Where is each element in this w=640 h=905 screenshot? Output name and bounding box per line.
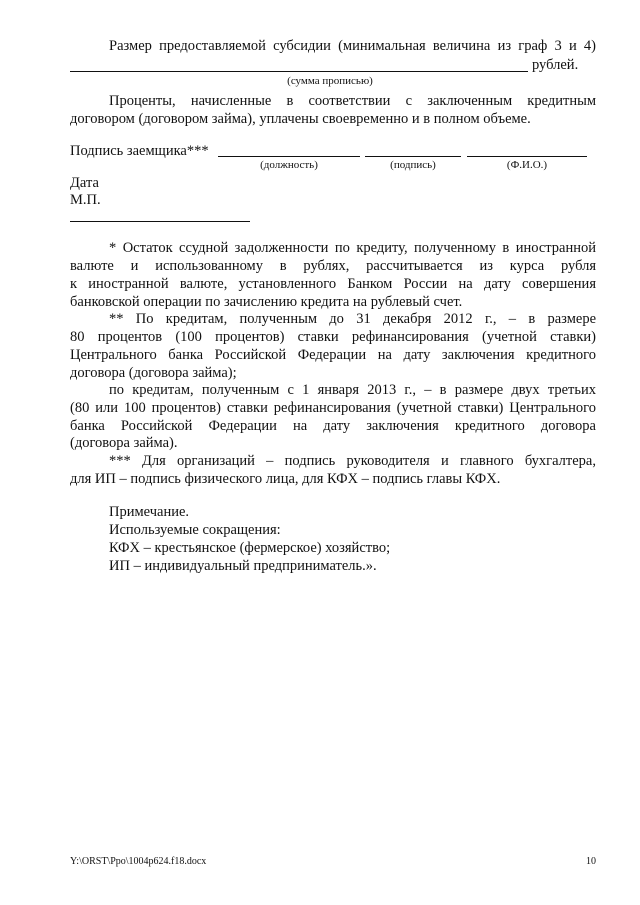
footnote-2-line-4: договора (договора займа); bbox=[70, 365, 237, 381]
abbreviation-item: ИП – индивидуальный предприниматель.». bbox=[109, 558, 377, 574]
footnote-1-line-3: к иностранной валюте, установленного Банком России на дату совершения bbox=[70, 276, 596, 292]
footnote-2-line-2: 80 процентов (100 процентов) ставки рефинансирования (учетной ставки) bbox=[70, 329, 596, 345]
date-label: Дата bbox=[70, 175, 99, 191]
position-blank-line bbox=[218, 156, 360, 157]
amount-blank-line bbox=[70, 71, 528, 72]
name-blank-line bbox=[467, 156, 587, 157]
full-name-caption: (Ф.И.О.) bbox=[506, 159, 548, 171]
footnote-1-line-2: валюте и использованному в рублях, рассчитывается из курса рубля bbox=[70, 258, 596, 274]
footnote-1-line-1: * Остаток ссудной задолженности по кредиту, полученному в иностранной bbox=[109, 240, 596, 256]
file-path: Y:\ORST\Ppo\1004p624.f18.docx bbox=[70, 856, 207, 867]
footnote-2-line-3: Центрального банка Российской Федерации на дату заключения кредитного bbox=[70, 347, 596, 363]
footnote-3-line-1: *** Для организаций – подпись руководителя и главного бухгалтера, bbox=[109, 453, 596, 469]
position-caption: (должность) bbox=[260, 159, 318, 171]
footnote-2-line-1: ** По кредитам, полученным до 31 декабря 2012 г., – в размере bbox=[109, 311, 596, 327]
signature-blank-line bbox=[365, 156, 461, 157]
note-title: Примечание. bbox=[109, 504, 190, 520]
signature-caption: (подпись) bbox=[390, 159, 436, 171]
signature-label: Подпись заемщика*** bbox=[70, 143, 209, 159]
footnote-2b-line-1: по кредитам, полученным с 1 января 2013 г., – в размере двух третьих bbox=[109, 382, 596, 398]
page-number: 10 bbox=[586, 856, 596, 867]
footnote-2b-line-3: банка Российской Федерации на дату заключения кредитного договора bbox=[70, 418, 596, 434]
interest-line-1: Проценты, начисленные в соответствии с заключенным кредитным bbox=[109, 93, 596, 109]
rubles-label: рублей. bbox=[532, 57, 579, 73]
footnote-separator bbox=[70, 221, 250, 222]
interest-line-2: договором (договором займа), уплачены своевременно и в полном объеме. bbox=[70, 111, 531, 127]
footnote-1-line-4: банковской операции по зачислению кредита на рублевый счет. bbox=[70, 294, 463, 310]
footnote-2b-line-2: (80 или 100 процентов) ставки рефинансирования (учетной ставки) Центрального bbox=[70, 400, 596, 416]
footnote-3-line-2: для ИП – подпись физического лица, для КФХ – подпись главы КФХ. bbox=[70, 471, 501, 487]
stamp-label: М.П. bbox=[70, 192, 101, 208]
subsidy-line: Размер предоставляемой субсидии (минимальная величина из граф 3 и 4) bbox=[109, 38, 596, 54]
abbreviations-title: Используемые сокращения: bbox=[109, 522, 281, 538]
abbreviation-item: КФХ – крестьянское (фермерское) хозяйство; bbox=[109, 540, 391, 556]
amount-caption: (сумма прописью) bbox=[287, 75, 373, 87]
footnote-2b-line-4: (договора займа). bbox=[70, 435, 178, 451]
